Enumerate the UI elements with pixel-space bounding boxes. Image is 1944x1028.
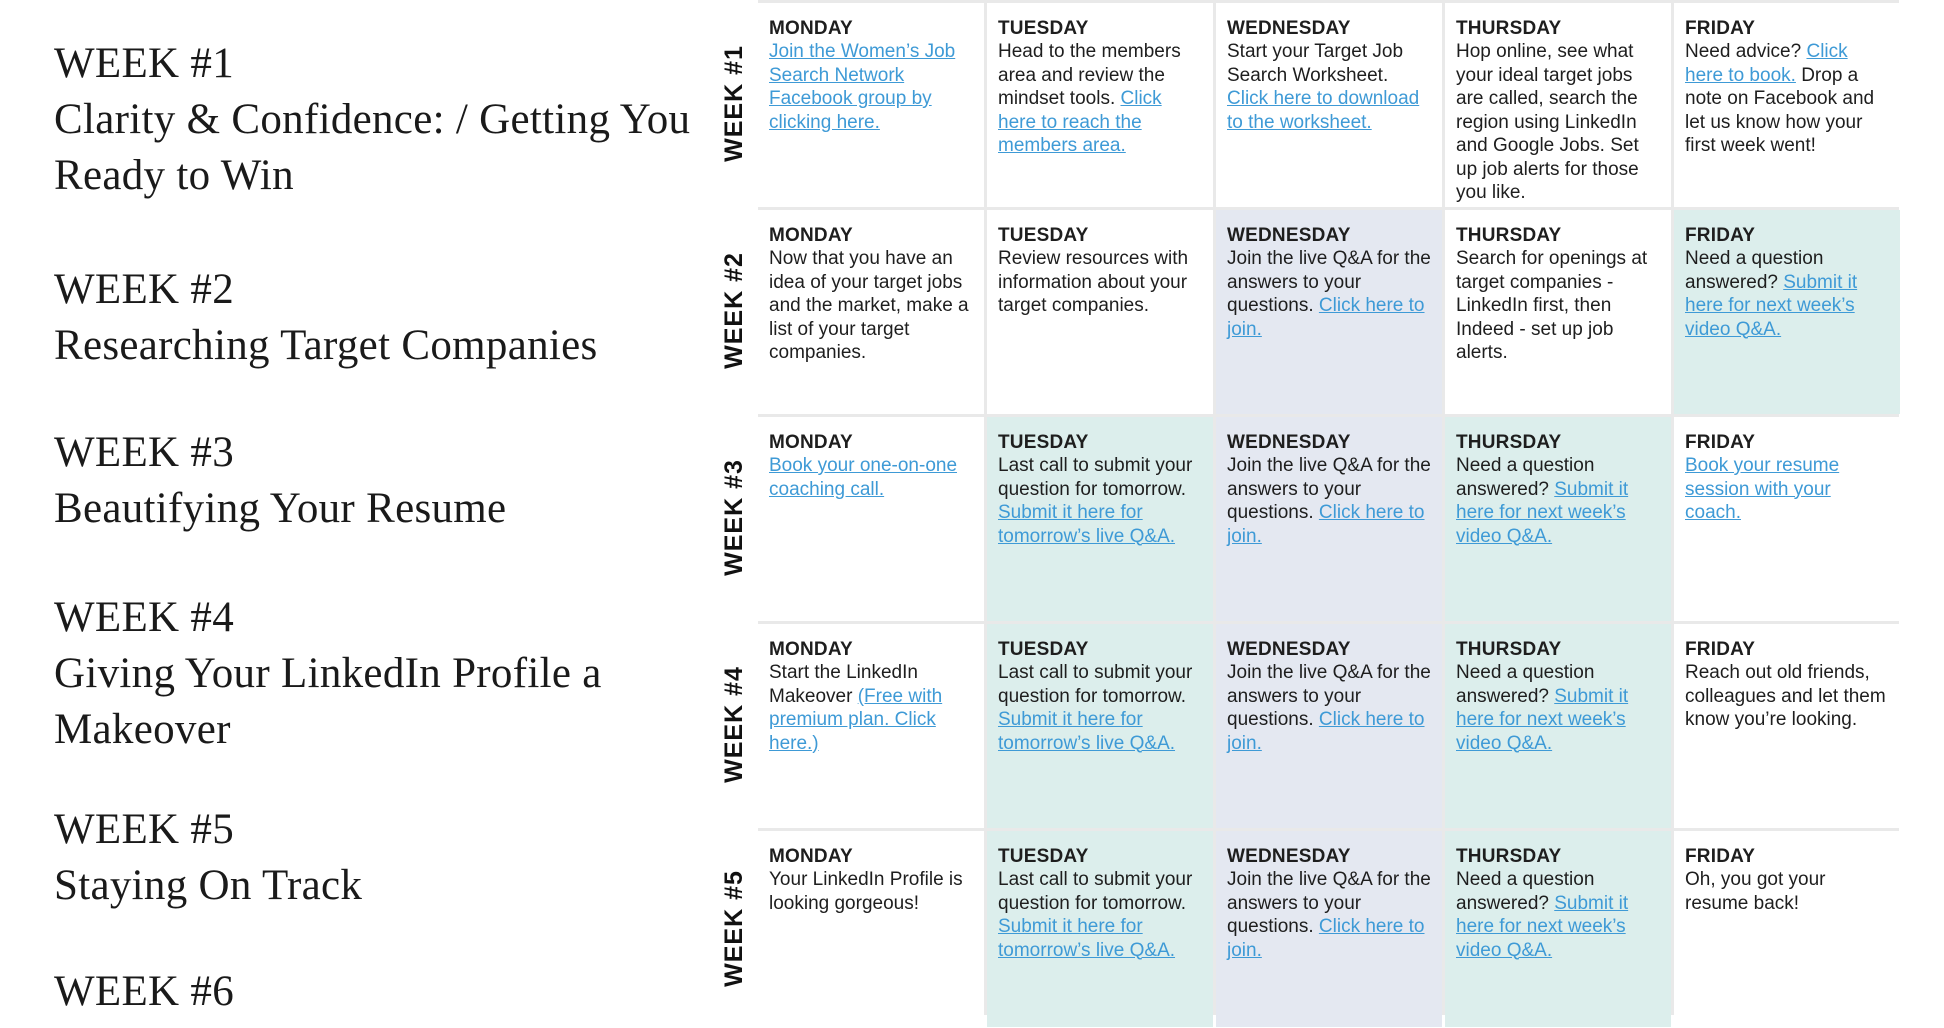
week-title: Staying On Track <box>54 862 363 909</box>
cell-text <box>998 41 1181 156</box>
cell-text-segment: Now that you have an idea of your target jobs and the market, make a list of your target companies. <box>769 248 969 363</box>
cell-text <box>1456 248 1647 363</box>
cell-text <box>1456 455 1628 547</box>
cell-text-segment: Join the live Q&A for the answers to your questions. <box>1227 662 1431 730</box>
schedule-cell-week-3-monday <box>758 417 984 621</box>
week-overview-5 <box>54 802 694 914</box>
schedule-cell-week-2-wednesday <box>1216 210 1442 414</box>
week-label: WEEK #2 <box>54 266 235 313</box>
schedule-cell-week-5-thursday <box>1445 831 1671 1027</box>
action-link[interactable]: Click here to download to the worksheet. <box>1227 88 1420 133</box>
action-link[interactable]: Click here to join. <box>1227 502 1425 547</box>
day-heading: WEDNESDAY <box>1227 846 1351 867</box>
day-heading: MONDAY <box>769 639 853 660</box>
schedule-cell-week-3-thursday <box>1445 417 1671 621</box>
schedule-cell-week-1-monday <box>758 3 984 207</box>
cell-text <box>998 662 1192 754</box>
week-label: WEEK #6 <box>54 968 235 1015</box>
action-link[interactable]: Submit it here for next week’s video Q&A. <box>1456 892 1629 961</box>
day-heading: FRIDAY <box>1685 18 1756 39</box>
schedule-cell-week-1-thursday <box>1445 3 1671 207</box>
day-heading: TUESDAY <box>998 18 1089 39</box>
cell-text-segment: Reach out old friends, colleagues and let them know you’re looking. <box>1685 662 1886 730</box>
week-title: Researching Target Companies <box>54 322 598 369</box>
day-heading: TUESDAY <box>998 432 1089 453</box>
action-link[interactable]: Book your one-on-one coaching call. <box>769 455 958 500</box>
action-link[interactable]: (Free with premium plan. Click here.) <box>769 685 943 754</box>
schedule-cell-week-4-monday <box>758 624 984 828</box>
week-label: WEEK #5 <box>54 806 235 853</box>
cell-text <box>1685 869 1825 914</box>
day-heading: THURSDAY <box>1456 846 1562 867</box>
schedule-cell-week-1-wednesday <box>1216 3 1442 207</box>
cell-text-segment: Head to the members area and review the mindset tools. <box>998 41 1181 109</box>
cell-text <box>769 662 942 754</box>
week-overview-4 <box>54 590 694 758</box>
cell-text-segment: Review resources with information about your target companies. <box>998 248 1189 316</box>
week-label: WEEK #1 <box>54 40 235 87</box>
cell-text <box>1685 662 1886 730</box>
cell-text <box>998 869 1192 961</box>
schedule-cell-week-2-friday <box>1674 210 1900 414</box>
schedule-cell-week-3-friday <box>1674 417 1900 621</box>
week-overview-3 <box>54 425 694 537</box>
schedule-cell-week-5-tuesday <box>987 831 1213 1027</box>
action-link[interactable]: Click here to join. <box>1227 709 1425 754</box>
cell-text <box>1685 248 1857 340</box>
cell-text <box>1685 455 1839 523</box>
action-link[interactable]: Book your resume session with your coach. <box>1685 455 1840 523</box>
cell-text-segment: Need a question answered? <box>1456 662 1595 707</box>
cell-text <box>1456 662 1628 754</box>
day-heading: THURSDAY <box>1456 225 1562 246</box>
action-link[interactable]: Click here to join. <box>1227 916 1425 961</box>
cell-text-segment: Join the live Q&A for the answers to your questions. <box>1227 455 1431 523</box>
cell-text <box>1227 869 1431 961</box>
cell-text-segment: Need a question answered? <box>1456 455 1595 500</box>
action-link[interactable]: Submit it here for next week’s video Q&A. <box>1456 685 1629 754</box>
action-link[interactable]: Submit it here for tomorrow’s live Q&A. <box>998 916 1176 961</box>
row-label-week-5: WEEK #5 <box>719 869 748 987</box>
action-link[interactable]: Submit it here for next week’s video Q&A. <box>1685 271 1858 340</box>
schedule-cell-week-5-monday <box>758 831 984 1027</box>
schedule-cell-week-1-tuesday <box>987 3 1213 207</box>
schedule-cell-week-2-thursday <box>1445 210 1671 414</box>
cell-text-segment: Hop online, see what your ideal target jobs are called, search the region using LinkedIn and Google Jobs. Set up job alerts for those you like. <box>1456 41 1639 203</box>
schedule-cell-week-5-friday <box>1674 831 1900 1027</box>
row-label-week-4: WEEK #4 <box>719 666 748 783</box>
cell-text-segment: Need advice? <box>1685 41 1807 62</box>
action-link[interactable]: Click here to reach the members area. <box>998 88 1162 156</box>
week-label: WEEK #3 <box>54 429 235 476</box>
week-title: Beautifying Your Resume <box>54 485 507 532</box>
cell-text <box>1227 248 1431 340</box>
day-heading: MONDAY <box>769 18 853 39</box>
schedule-cell-week-5-wednesday <box>1216 831 1442 1027</box>
cell-text-segment: Drop a note on Facebook and let us know how your first week went! <box>1685 64 1875 156</box>
cell-text <box>998 455 1192 547</box>
cell-text <box>998 248 1188 316</box>
cell-text-segment: Last call to submit your question for tomorrow. <box>998 455 1193 500</box>
week-title: Clarity & Confidence: / Getting You Ready to Win <box>54 96 691 199</box>
action-link[interactable]: Submit it here for next week’s video Q&A. <box>1456 478 1629 547</box>
cell-text-segment: Search for openings at target companies - LinkedIn first, then Indeed - set up job alerts. <box>1456 248 1648 363</box>
day-heading: WEDNESDAY <box>1227 225 1351 246</box>
week-overview-1 <box>54 36 694 204</box>
cell-text <box>1227 662 1431 754</box>
day-heading: TUESDAY <box>998 639 1089 660</box>
cell-text <box>769 455 957 500</box>
cell-text <box>1456 41 1639 203</box>
schedule-cell-week-4-wednesday <box>1216 624 1442 828</box>
row-label-week-2: WEEK #2 <box>719 252 748 369</box>
schedule-cell-week-2-monday <box>758 210 984 414</box>
cell-text <box>769 248 969 363</box>
week-label: WEEK #4 <box>54 594 235 641</box>
cell-text <box>1227 41 1419 133</box>
schedule-cell-week-1-friday <box>1674 3 1900 207</box>
day-heading: MONDAY <box>769 225 853 246</box>
cell-text-segment: Need a question answered? <box>1456 869 1595 914</box>
cell-text <box>769 41 955 133</box>
schedule-cell-week-3-tuesday <box>987 417 1213 621</box>
schedule-cell-week-3-wednesday <box>1216 417 1442 621</box>
schedule-cell-week-4-thursday <box>1445 624 1671 828</box>
cell-text <box>1456 869 1628 961</box>
action-link[interactable]: Submit it here for tomorrow’s live Q&A. <box>998 709 1176 754</box>
schedule-grid <box>758 0 1899 1015</box>
cell-text-segment: Join the live Q&A for the answers to your questions. <box>1227 248 1431 316</box>
action-link[interactable]: Click here to book. <box>1685 41 1848 86</box>
day-heading: WEDNESDAY <box>1227 639 1351 660</box>
week-overview-list <box>54 0 694 1015</box>
day-heading: FRIDAY <box>1685 432 1756 453</box>
day-heading: MONDAY <box>769 432 853 453</box>
day-heading: FRIDAY <box>1685 639 1756 660</box>
day-heading: THURSDAY <box>1456 639 1562 660</box>
cell-text-segment: Join the live Q&A for the answers to your questions. <box>1227 869 1431 937</box>
day-heading: THURSDAY <box>1456 18 1562 39</box>
week-overview-2 <box>54 262 694 374</box>
cell-text-segment: Oh, you got your resume back! <box>1685 869 1826 914</box>
action-link[interactable]: Join the Women’s Job Search Network Facebook group by clicking here. <box>769 41 956 133</box>
cell-text-segment: Start your Target Job Search Worksheet. <box>1227 41 1404 86</box>
cell-text-segment: Last call to submit your question for tomorrow. <box>998 869 1193 914</box>
schedule-cell-week-2-tuesday <box>987 210 1213 414</box>
day-heading: FRIDAY <box>1685 225 1756 246</box>
day-heading: MONDAY <box>769 846 853 867</box>
cell-text-segment: Need a question answered? <box>1685 248 1824 293</box>
day-heading: TUESDAY <box>998 846 1089 867</box>
cell-text-segment: Last call to submit your question for tomorrow. <box>998 662 1193 707</box>
action-link[interactable]: Submit it here for tomorrow’s live Q&A. <box>998 502 1176 547</box>
cell-text-segment: Start the LinkedIn Makeover <box>769 662 918 707</box>
action-link[interactable]: Click here to join. <box>1227 295 1425 340</box>
row-label-week-3: WEEK #3 <box>719 459 748 576</box>
cell-text-segment: Your LinkedIn Profile is looking gorgeous! <box>769 869 963 914</box>
day-heading: FRIDAY <box>1685 846 1756 867</box>
schedule-cell-week-4-friday <box>1674 624 1900 828</box>
schedule-cell-week-4-tuesday <box>987 624 1213 828</box>
cell-text <box>1685 41 1874 156</box>
day-heading: TUESDAY <box>998 225 1089 246</box>
cell-text <box>1227 455 1431 547</box>
row-label-week-1: WEEK #1 <box>719 45 748 162</box>
day-heading: WEDNESDAY <box>1227 18 1351 39</box>
day-heading: WEDNESDAY <box>1227 432 1351 453</box>
week-title: Giving Your LinkedIn Profile a Makeover <box>54 650 602 753</box>
day-heading: THURSDAY <box>1456 432 1562 453</box>
cell-text <box>769 869 963 914</box>
